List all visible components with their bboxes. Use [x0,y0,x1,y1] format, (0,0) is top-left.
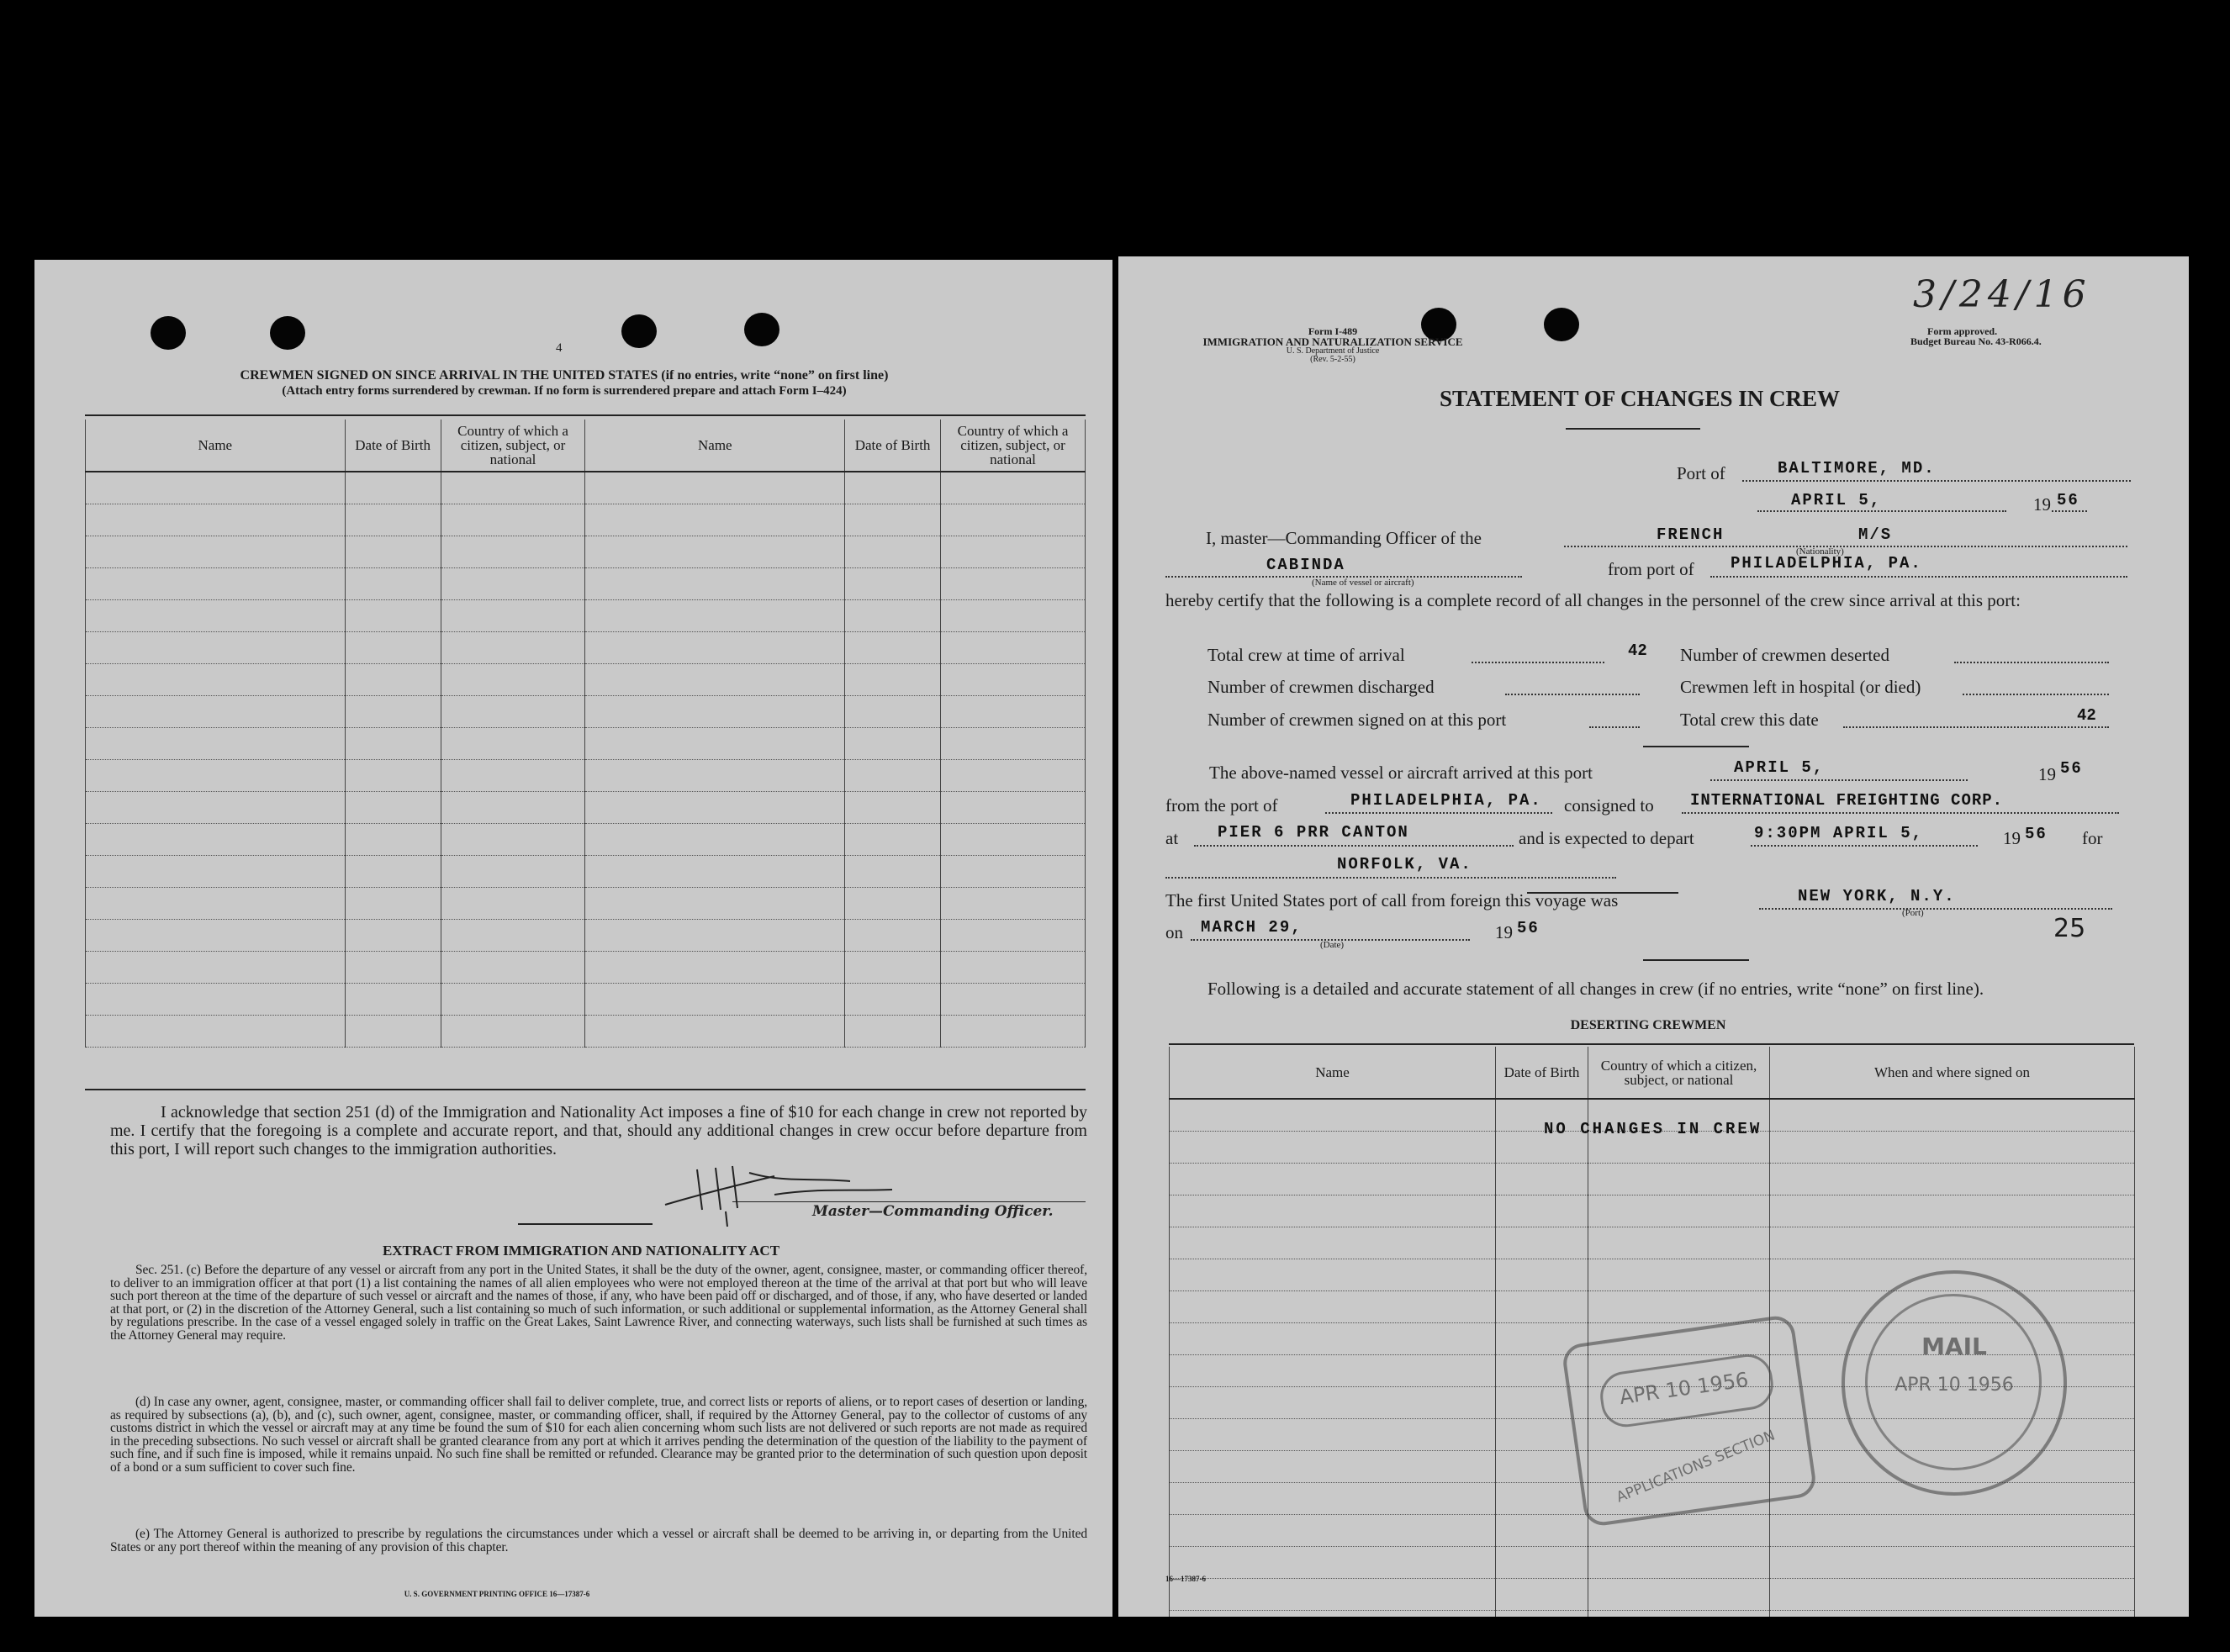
table-row [86,760,1086,792]
depart-year: 56 [2025,825,2048,843]
table-row [86,1016,1086,1048]
consigned-value: INTERNATIONAL FREIGHTING CORP. [1690,791,2004,810]
divider [85,414,1086,416]
certify-text: hereby certify that the following is a complete record of all changes in the personnel of the crew since arrival at this port: [1165,590,2021,610]
first-port-value: NEW YORK, N.Y. [1798,887,1956,905]
table-row [1170,1547,2135,1579]
column-header-date-of-birth: Date of Birth [345,420,441,472]
column-header-date-of-birth: Date of Birth [845,420,941,472]
divider [85,1089,1086,1090]
depart-label: and is expected to depart [1519,828,1694,848]
signature-line [732,1201,1086,1202]
extract-section-e: (e) The Attorney General is authorized to prescribe by regulations the circumstances under which a vessel or aircraft shall be deemed to be arriving in, or departing from the United States or any port thereof within the meaning of any provision of this chapter. [110,1527,1087,1554]
table-row [1170,1195,2135,1227]
extract-section-d: (d) In case any owner, agent, consignee, master, or commanding officer shall fail to deliver complete, true, and correct lists or reports of aliens, or to report cases of desertion or landing, as required by subsections (a), (b), and (c), such owner, agent, consignee, master, or commanding officer, shall, if required by the Attorney General, pay to the collector of customs of any customs district in which the vessel or aircraft may at any time be found the sum of $10 for each alien concerning whom such lists are not delivered or such reports are not made as required in the preceding subsections. No such vessel or aircraft shall be granted clearance from any port at which it arrives pending the determination of the question of the liability to the payment of such fine, and if such fine is imposed, while it remains unpaid. No such fine shall be remitted or refunded. Clearance may be granted prior to the determination of such question upon deposit of a bond or a sum sufficient to cover such fine. [110,1395,1087,1475]
table-row [86,632,1086,664]
table-row [86,472,1086,504]
stat-total-date-value: 42 [2077,706,2096,725]
vessel-nationality: FRENCH [1657,525,1725,544]
nationality-caption: (Nationality) [1796,546,1844,557]
mail-stamp [1842,1270,2067,1496]
form-footer: 16—17387-6 [1165,1575,1206,1583]
stat-total-arrival-label: Total crew at time of arrival [1207,645,1405,665]
handwritten-reference: 3/24/16 [1913,273,2091,316]
from-port-value: PHILADELPHIA, PA. [1731,554,1922,573]
budget-bureau-number: Budget Bureau No. 43-R066.4. [1910,335,2042,347]
stamp-date: APR 10 1956 [1618,1367,1750,1410]
table-row [86,792,1086,824]
column-header-name: Name [86,420,346,472]
table-row [86,664,1086,696]
divider [1169,1043,2134,1045]
divider [518,1223,653,1225]
punch-hole [151,316,186,350]
form-title: STATEMENT OF CHANGES IN CREW [1439,386,1841,411]
stat-signed-on-label: Number of crewmen signed on at this port [1207,710,1507,730]
crewmen-signed-on-subheader: (Attach entry forms surrendered by crewman. If no form is surrendered prepare and attach Form I–424) [282,384,847,398]
year-prefix: 19 [2003,828,2021,848]
following-text: Following is a detailed and accurate statement of all changes in crew (if no entries, write “none” on first line). [1207,979,1984,999]
table-row [1170,1515,2135,1547]
right-page [1118,256,2189,1617]
date-caption: (Date) [1320,940,1345,950]
divider [1566,428,1700,430]
column-header-country: Country of which a citizen, subject, or national [1588,1047,1770,1099]
table-row [86,824,1086,856]
vessel-type: M/S [1858,525,1893,544]
from-the-port-value: PHILADELPHIA, PA. [1350,791,1542,810]
destination: NORFOLK, VA. [1337,855,1472,874]
first-port-year: 56 [1517,919,1540,937]
port-label: Port of [1677,463,1725,483]
port-value: BALTIMORE, MD. [1778,459,1936,478]
side-number: 25 [2053,914,2086,943]
column-header-when-where-signed: When and where signed on [1770,1047,2135,1099]
punch-hole [1544,308,1579,341]
column-header-country: Country of which a citizen, subject, or national [941,420,1086,472]
column-header-name: Name [1170,1047,1496,1099]
vessel-name: CABINDA [1266,556,1345,574]
arrived-text: The above-named vessel or aircraft arrived at this port [1209,763,1593,783]
page-number: 4 [556,341,563,355]
master-text: I, master—Commanding Officer of the [1206,528,1482,548]
table-row [86,696,1086,728]
table-row [86,984,1086,1016]
at-value: PIER 6 PRR CANTON [1218,823,1409,842]
vessel-caption: (Name of vessel or aircraft) [1312,578,1414,588]
printing-office-footer: U. S. GOVERNMENT PRINTING OFFICE 16—17387-6 [404,1590,590,1598]
port-caption: (Port) [1902,908,1924,918]
form-approval: Form approved. [1927,325,1998,337]
extract-title: EXTRACT FROM IMMIGRATION AND NATIONALITY ACT [382,1243,780,1259]
deserting-crewmen-title: DESERTING CREWMEN [1570,1018,1726,1032]
punch-hole [270,316,305,350]
year-prefix: 19 [2038,764,2056,784]
table-row [86,728,1086,760]
for-label: for [2082,828,2103,848]
form-number: Form I-489 [1308,325,1358,337]
table-row [1170,1227,2135,1259]
table-row [1170,1611,2135,1618]
table-row [86,504,1086,536]
stamp-text: APPLICATIONS SECTION [1614,1427,1778,1507]
from-port-label: from port of [1608,559,1694,579]
crewmen-signed-on-header: CREWMEN SIGNED ON SINCE ARRIVAL IN THE UNITED STATES (if no entries, write “none” on first line) [240,368,889,383]
on-label: on [1165,922,1183,942]
stat-deserted-label: Number of crewmen deserted [1680,645,1889,665]
column-header-date-of-birth: Date of Birth [1496,1047,1588,1099]
first-port-date: MARCH 29, [1201,918,1303,937]
table-row [86,536,1086,568]
from-the-port-label: from the port of [1165,795,1278,815]
divider [1643,959,1749,961]
table-row [86,568,1086,600]
year-prefix: 19 [2033,494,2051,515]
statement-date: APRIL 5, [1791,491,1882,509]
arrived-year: 56 [2060,759,2083,778]
crewmen-signed-on-table [85,420,1086,1048]
punch-hole [744,313,779,346]
stat-total-date-label: Total crew this date [1680,710,1819,730]
acknowledgement-text: I acknowledge that section 251 (d) of the Immigration and Nationality Act imposes a fine of $10 for each change in crew not reported by me. I certify that the foregoing is a complete and accurate report, and that, should any additional changes in crew occur before departure from this port, I will report such changes to the immigration authorities. [110,1103,1087,1159]
consigned-label: consigned to [1564,795,1654,815]
punch-hole [621,314,657,348]
depart-value: 9:30PM APRIL 5, [1754,824,1924,842]
year-prefix: 19 [1495,922,1513,942]
table-row [86,920,1086,952]
department-name: U. S. Department of Justice [1286,346,1380,356]
arrived-date: APRIL 5, [1734,758,1825,777]
signature-label: Master—Commanding Officer. [812,1203,1054,1220]
column-header-name: Name [585,420,845,472]
deserting-entry: NO CHANGES IN CREW [1544,1120,1762,1138]
extract-section-c: Sec. 251. (c) Before the departure of any vessel or aircraft from any port in the United States, it shall be the duty of the owner, agent, consignee, master, or commanding officer thereof, to deliver to an immigration officer at that port (1) a list containing the names of all alien employees who were not employed thereon at the time of the arrival at that port but who will leave such port thereon at the time of the departure of such vessel or aircraft and the names of those, if any, who have been paid off or discharged, and of those, if any, who have deserted or landed at that port, or (2) in the discretion of the Attorney General, such a list containing so much of such information, or such additional or supplemental information, as the Attorney General shall by regulations prescribe. In the case of a vessel engaged solely in traffic on the Great Lakes, Saint Lawrence River, and connecting waterways, such lists shall be furnished at such times as the Attorney General may require. [110,1263,1087,1343]
column-header-country: Country of which a citizen, subject, or national [441,420,585,472]
agency-name: IMMIGRATION AND NATURALIZATION SERVICE [1202,335,1463,348]
mail-stamp-date: APR 10 1956 [1894,1375,2014,1396]
table-row [86,888,1086,920]
first-port-text: The first United States port of call from foreign this voyage was [1165,890,1619,910]
left-page [34,260,1112,1617]
table-row [86,952,1086,984]
stat-total-arrival-value: 42 [1628,641,1647,660]
mail-stamp-text: MAIL [1921,1333,1987,1360]
form-revision: (Rev. 5-2-55) [1310,355,1355,364]
stat-discharged-label: Number of crewmen discharged [1207,677,1435,697]
divider [1643,746,1749,747]
at-label: at [1165,828,1179,848]
statement-year: 56 [2057,491,2079,509]
table-row [1170,1164,2135,1195]
received-stamp [1561,1314,1818,1528]
table-row [86,600,1086,632]
stat-hospital-label: Crewmen left in hospital (or died) [1680,677,1921,697]
table-row [1170,1579,2135,1611]
table-row [86,856,1086,888]
